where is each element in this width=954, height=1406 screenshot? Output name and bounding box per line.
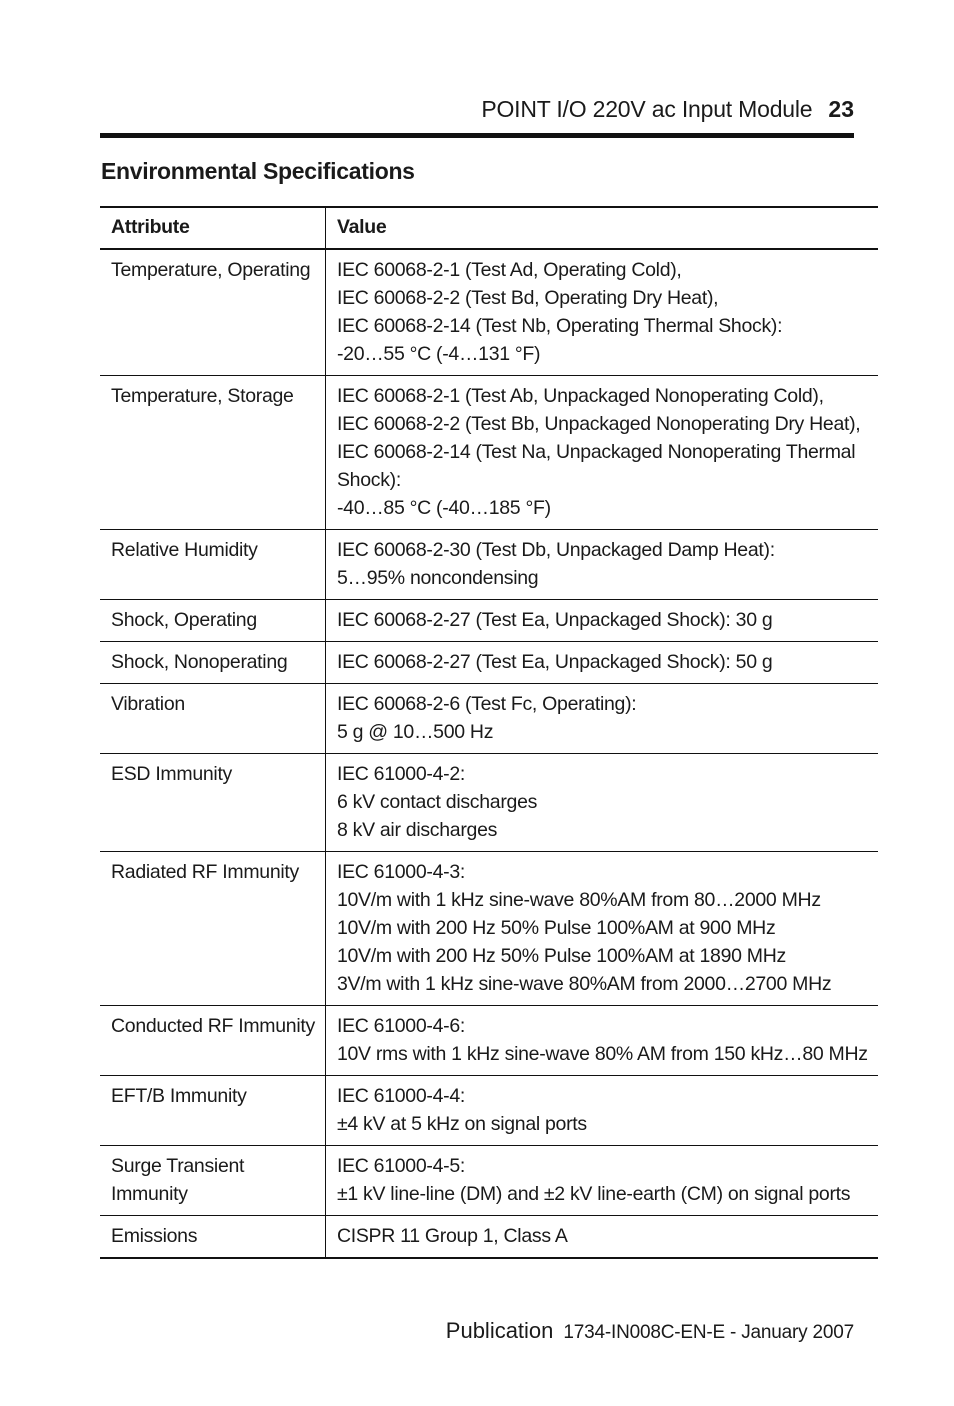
value-text: CISPR 11 Group 1, Class A bbox=[336, 1225, 568, 1247]
value-text: IEC 61000-4-6: bbox=[336, 1015, 465, 1037]
value-text: ±1 kV line-line (DM) and ±2 kV line-earth (CM) on signal ports bbox=[336, 1183, 851, 1205]
attribute-cell bbox=[100, 249, 325, 376]
attribute-cell bbox=[100, 1076, 325, 1146]
value-cell bbox=[325, 754, 877, 852]
attribute-cell bbox=[100, 852, 325, 1006]
value-cell bbox=[325, 642, 877, 684]
attribute-text: Surge Transient bbox=[111, 1155, 245, 1177]
attribute-text: EFT/B Immunity bbox=[111, 1085, 247, 1107]
column-header-attribute: Attribute bbox=[100, 207, 325, 249]
table-row bbox=[100, 376, 878, 530]
table-header bbox=[100, 207, 878, 249]
value-cell bbox=[325, 852, 877, 1006]
value-cell bbox=[325, 1076, 877, 1146]
attribute-text: ESD Immunity bbox=[111, 763, 233, 785]
table-row bbox=[100, 1216, 878, 1259]
table-row bbox=[100, 1146, 878, 1216]
attribute-text: Emissions bbox=[111, 1225, 198, 1247]
value-text: 10V/m with 200 Hz 50% Pulse 100%AM at 900 MHz bbox=[336, 917, 776, 939]
attribute-cell bbox=[100, 1216, 325, 1259]
attribute-cell bbox=[100, 376, 325, 530]
environmental-specifications-table bbox=[100, 206, 878, 1259]
table-row bbox=[100, 249, 878, 376]
value-text: IEC 60068-2-2 (Test Bd, Operating Dry Heat), bbox=[336, 287, 719, 309]
value-cell bbox=[325, 684, 877, 754]
table-row bbox=[100, 684, 878, 754]
value-text: IEC 60068-2-14 (Test Nb, Operating Thermal Shock): bbox=[336, 315, 783, 337]
value-text: 3V/m with 1 kHz sine-wave 80%AM from 2000…2700 MHz bbox=[336, 973, 832, 995]
table-row bbox=[100, 754, 878, 852]
value-text: IEC 60068-2-27 (Test Ea, Unpackaged Shock): 30 g bbox=[336, 609, 773, 631]
attribute-text: Vibration bbox=[111, 693, 185, 715]
value-cell bbox=[325, 1006, 877, 1076]
value-text: IEC 61000-4-3: bbox=[336, 861, 465, 883]
attribute-cell bbox=[100, 600, 325, 642]
table-row bbox=[100, 852, 878, 1006]
footer-publication-label: Publication bbox=[445, 1318, 554, 1343]
value-text: 5…95% noncondensing bbox=[336, 567, 539, 589]
value-text: 10V/m with 200 Hz 50% Pulse 100%AM at 1890 MHz bbox=[336, 945, 786, 967]
attribute-text: Immunity bbox=[111, 1183, 188, 1205]
header-rule bbox=[100, 133, 854, 138]
value-text: 6 kV contact discharges bbox=[336, 791, 538, 813]
value-cell bbox=[325, 1216, 877, 1259]
value-text: IEC 61000-4-2: bbox=[336, 763, 465, 785]
attribute-cell bbox=[100, 1146, 325, 1216]
value-text: Shock): bbox=[336, 469, 401, 491]
value-text: IEC 60068-2-1 (Test Ab, Unpackaged Nonoperating Cold), bbox=[336, 385, 824, 407]
value-text: IEC 60068-2-27 (Test Ea, Unpackaged Shock): 50 g bbox=[336, 651, 773, 673]
attribute-text: Temperature, Storage bbox=[111, 385, 294, 407]
table-body bbox=[100, 249, 878, 1258]
attribute-cell bbox=[100, 754, 325, 852]
value-text: IEC 61000-4-5: bbox=[336, 1155, 465, 1177]
value-text: IEC 60068-2-14 (Test Na, Unpackaged Nonoperating Thermal bbox=[336, 441, 856, 463]
value-text: ±4 kV at 5 kHz on signal ports bbox=[336, 1113, 587, 1135]
section-title: Environmental Specifications bbox=[101, 158, 415, 184]
table-row bbox=[100, 530, 878, 600]
attribute-text: Shock, Nonoperating bbox=[111, 651, 288, 673]
value-text: IEC 61000-4-4: bbox=[336, 1085, 465, 1107]
value-cell bbox=[325, 600, 877, 642]
attribute-cell bbox=[100, 684, 325, 754]
value-cell bbox=[325, 376, 877, 530]
value-cell bbox=[325, 249, 877, 376]
value-cell bbox=[325, 530, 877, 600]
value-text: IEC 60068-2-1 (Test Ad, Operating Cold), bbox=[336, 259, 682, 281]
value-text: -20…55 °C (-4…131 °F) bbox=[336, 343, 541, 365]
table-row bbox=[100, 1076, 878, 1146]
attribute-text: Temperature, Operating bbox=[111, 259, 311, 281]
attribute-text: Conducted RF Immunity bbox=[111, 1015, 315, 1037]
table-header-row bbox=[100, 207, 878, 249]
value-cell bbox=[325, 1146, 877, 1216]
footer-publication-number: 1734-IN008C-EN-E - January 2007 bbox=[563, 1322, 854, 1343]
page-footer bbox=[446, 1318, 854, 1344]
value-text: 5 g @ 10…500 Hz bbox=[336, 721, 494, 743]
table-row bbox=[100, 642, 878, 684]
value-text: 10V/m with 1 kHz sine-wave 80%AM from 80…2000 MHz bbox=[336, 889, 821, 911]
page-number: 23 bbox=[828, 95, 854, 122]
attribute-text: Relative Humidity bbox=[111, 539, 258, 561]
value-text: -40…85 °C (-40…185 °F) bbox=[336, 497, 551, 519]
page-header bbox=[481, 92, 854, 126]
attribute-text: Shock, Operating bbox=[111, 609, 257, 631]
table-row bbox=[100, 1006, 878, 1076]
value-text: 8 kV air discharges bbox=[336, 819, 498, 841]
column-header-value: Value bbox=[336, 216, 387, 238]
value-text: IEC 60068-2-2 (Test Bb, Unpackaged Nonoperating Dry Heat), bbox=[336, 413, 861, 435]
value-text: IEC 60068-2-30 (Test Db, Unpackaged Damp Heat): bbox=[336, 539, 775, 561]
document-title: POINT I/O 220V ac Input Module bbox=[481, 95, 813, 122]
attribute-cell bbox=[100, 1006, 325, 1076]
attribute-text: Radiated RF Immunity bbox=[111, 861, 299, 883]
attribute-cell bbox=[100, 530, 325, 600]
table-row bbox=[100, 600, 878, 642]
attribute-cell bbox=[100, 642, 325, 684]
value-text: 10V rms with 1 kHz sine-wave 80% AM from 150 kHz…80 MHz bbox=[336, 1043, 868, 1065]
value-text: IEC 60068-2-6 (Test Fc, Operating): bbox=[336, 693, 637, 715]
